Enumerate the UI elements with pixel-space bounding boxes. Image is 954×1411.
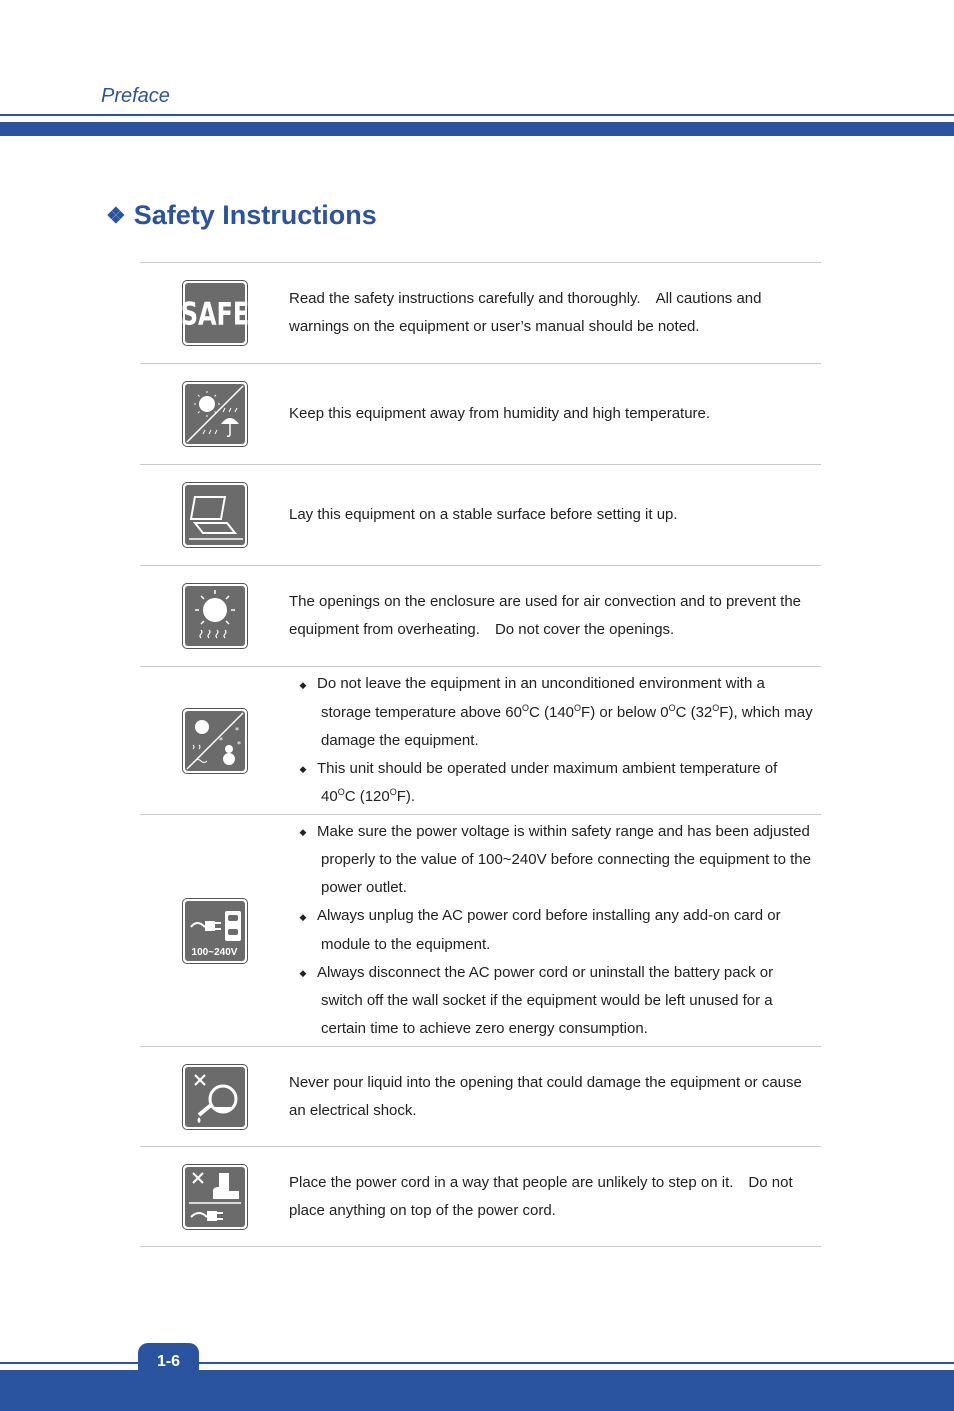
instruction-row [140,666,821,814]
bullet-item: ◆ Make sure the power voltage is within safety range and has been adjusted properly to the value of 100~240V before connecting the equipment to the power outlet. [289,818,813,902]
instruction-row [140,1046,821,1146]
header-rule [0,114,954,116]
diamond-bullet-icon: ◆ [299,827,307,838]
diamond-bullet-icon: ◆ [299,967,307,978]
ventilation-heat-icon [182,583,248,649]
svg-text:*: * [234,725,239,735]
header-bar [0,122,954,136]
instruction-text: Read the safety instructions carefully and thoroughly. All cautions and warnings on the equipment or user’s manual should be noted. [289,290,762,335]
section-title-text: Safety Instructions [133,200,377,230]
svg-text:*: * [236,739,241,749]
temperature-range-icon [182,708,248,774]
power-cord-step-icon [182,1164,248,1230]
safe-icon [182,280,248,346]
instruction-text: Place the power cord in a way that people are unlikely to step on it. Do not place anything on top of the power cord. [289,1173,793,1219]
no-liquid-icon [182,1064,248,1130]
bullet-item: ◆ Always disconnect the AC power cord or uninstall the battery pack or switch off the wall socket if the equipment would be left unused for a certain time to achieve zero energy consumption. [289,959,813,1043]
page-number: 1-6 [138,1343,199,1410]
diamond-bullet-icon: ◆ [299,763,307,774]
diamond-bullet-icon: ◆ [299,911,307,922]
humidity-temperature-icon [182,381,248,447]
svg-text:SAFE: SAFE [180,295,249,333]
power-voltage-icon [182,898,248,964]
diamond-bullet-icon: ◆ [299,679,307,690]
instruction-row [140,363,821,464]
instruction-row [140,464,821,565]
page-header-title: Preface [101,85,170,107]
instruction-text: Lay this equipment on a stable surface before setting it up. [289,506,678,523]
svg-text:*: * [218,735,223,745]
section-title [106,200,377,231]
bullet-item: ◆ Always unplug the AC power cord before installing any add-on card or module to the equipment. [289,902,813,958]
instruction-row [140,1146,821,1247]
instruction-text: Never pour liquid into the opening that could damage the equipment or cause an electrical shock. [289,1073,802,1119]
safety-instructions-table [140,262,821,1247]
stable-surface-laptop-icon [182,482,248,548]
instruction-row [140,565,821,666]
bullet-item: ◆ This unit should be operated under maximum ambient temperature of $40^OC$ $(120^OF)$. [289,755,813,811]
instruction-row [140,262,821,363]
diamond-bullet-icon: ❖ [106,202,126,228]
instruction-text: Keep this equipment away from humidity and high temperature. [289,405,711,422]
instruction-row [140,814,821,1046]
bullet-item: ◆ Do not leave the equipment in an unconditioned environment with a storage temperature above $60^OC$ $(140^OF)$ or below $0^OC$ $(32^OF)$, which may damage the equipment. [289,670,813,754]
instruction-text: The openings on the enclosure are used for air convection and to prevent the equipment from overheating. Do not cover the openings. [289,593,801,638]
voltage-label: 100~240V [191,946,238,958]
